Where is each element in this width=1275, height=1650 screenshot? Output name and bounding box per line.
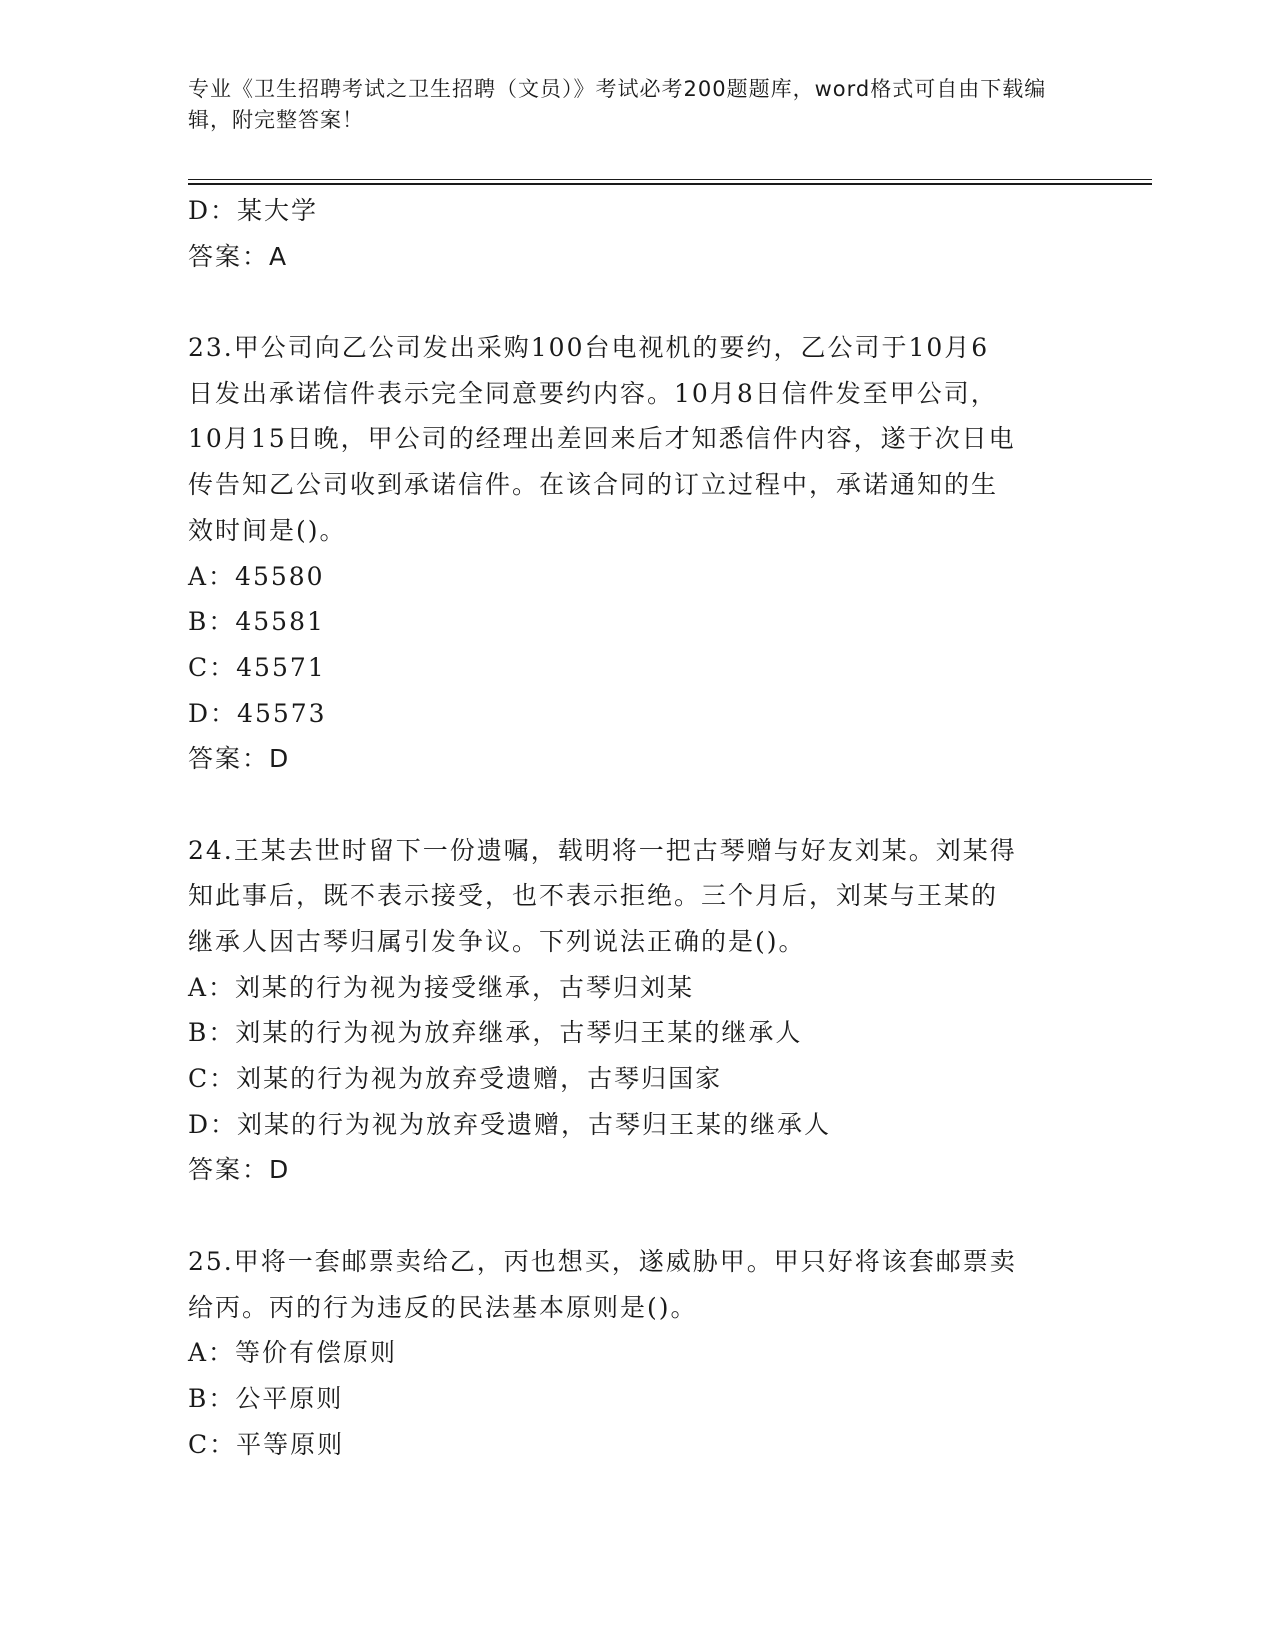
option-d: D：某大学: [188, 196, 319, 225]
question-stem-line: 传告知乙公司收到承诺信件。在该合同的订立过程中，承诺通知的生: [188, 470, 999, 500]
question-23: [188, 325, 1088, 782]
option-d: D：刘某的行为视为放弃受遗赠，古琴归王某的继承人: [188, 1109, 832, 1139]
option-b: B：45581: [188, 607, 325, 637]
question-list: [188, 188, 1088, 1467]
header-divider-thin: [188, 179, 1152, 180]
question-stem-line: 日发出承诺信件表示完全同意要约内容。10月8日信件发至甲公司，: [188, 378, 998, 408]
option-a: A：刘某的行为视为接受继承，古琴归刘某: [188, 972, 695, 1002]
option-c: C：45571: [188, 652, 326, 682]
question-stem-line: 23.甲公司向乙公司发出采购100台电视机的要约，乙公司于10月6: [188, 333, 990, 363]
question-stem-line: 效时间是()。: [188, 515, 347, 545]
option-a: A：45580: [188, 561, 325, 591]
header-divider-thick: [188, 183, 1152, 185]
option-c: C：平等原则: [188, 1429, 345, 1459]
option-b: B：刘某的行为视为放弃继承，古琴归王某的继承人: [188, 1018, 803, 1048]
question-stem-line: 继承人因古琴归属引发争议。下列说法正确的是()。: [188, 927, 806, 956]
option-a: A：等价有偿原则: [188, 1338, 398, 1368]
question-25: [188, 1239, 1088, 1467]
option-b: B：公平原则: [188, 1383, 344, 1413]
question-stem-line: 25.甲将一套邮票卖给乙，丙也想买，遂威胁甲。甲只好将该套邮票卖: [188, 1246, 1017, 1276]
answer-line: 答案：D: [188, 1155, 291, 1185]
question-stem-line: 知此事后，既不表示接受，也不表示拒绝。三个月后，刘某与王某的: [188, 881, 999, 911]
option-d: D：45573: [188, 698, 327, 728]
question-stem-line: 24.王某去世时留下一份遗嘱，载明将一把古琴赠与好友刘某。刘某得: [188, 835, 1017, 865]
option-c: C：刘某的行为视为放弃受遗赠，古琴归国家: [188, 1064, 723, 1094]
question-24: [188, 828, 1088, 1194]
page-header: 专业《卫生招聘考试之卫生招聘（文员）》考试必考200题题库，word格式可自由下载编辑，附完整答案！: [188, 77, 1047, 132]
question-stem-line: 10月15日晚，甲公司的经理出差回来后才知悉信件内容，遂于次日电: [188, 424, 1016, 454]
question-stem-line: 给丙。丙的行为违反的民法基本原则是()。: [188, 1292, 698, 1322]
answer-line: 答案：A: [188, 241, 289, 271]
answer-line: 答案：D: [188, 744, 291, 774]
